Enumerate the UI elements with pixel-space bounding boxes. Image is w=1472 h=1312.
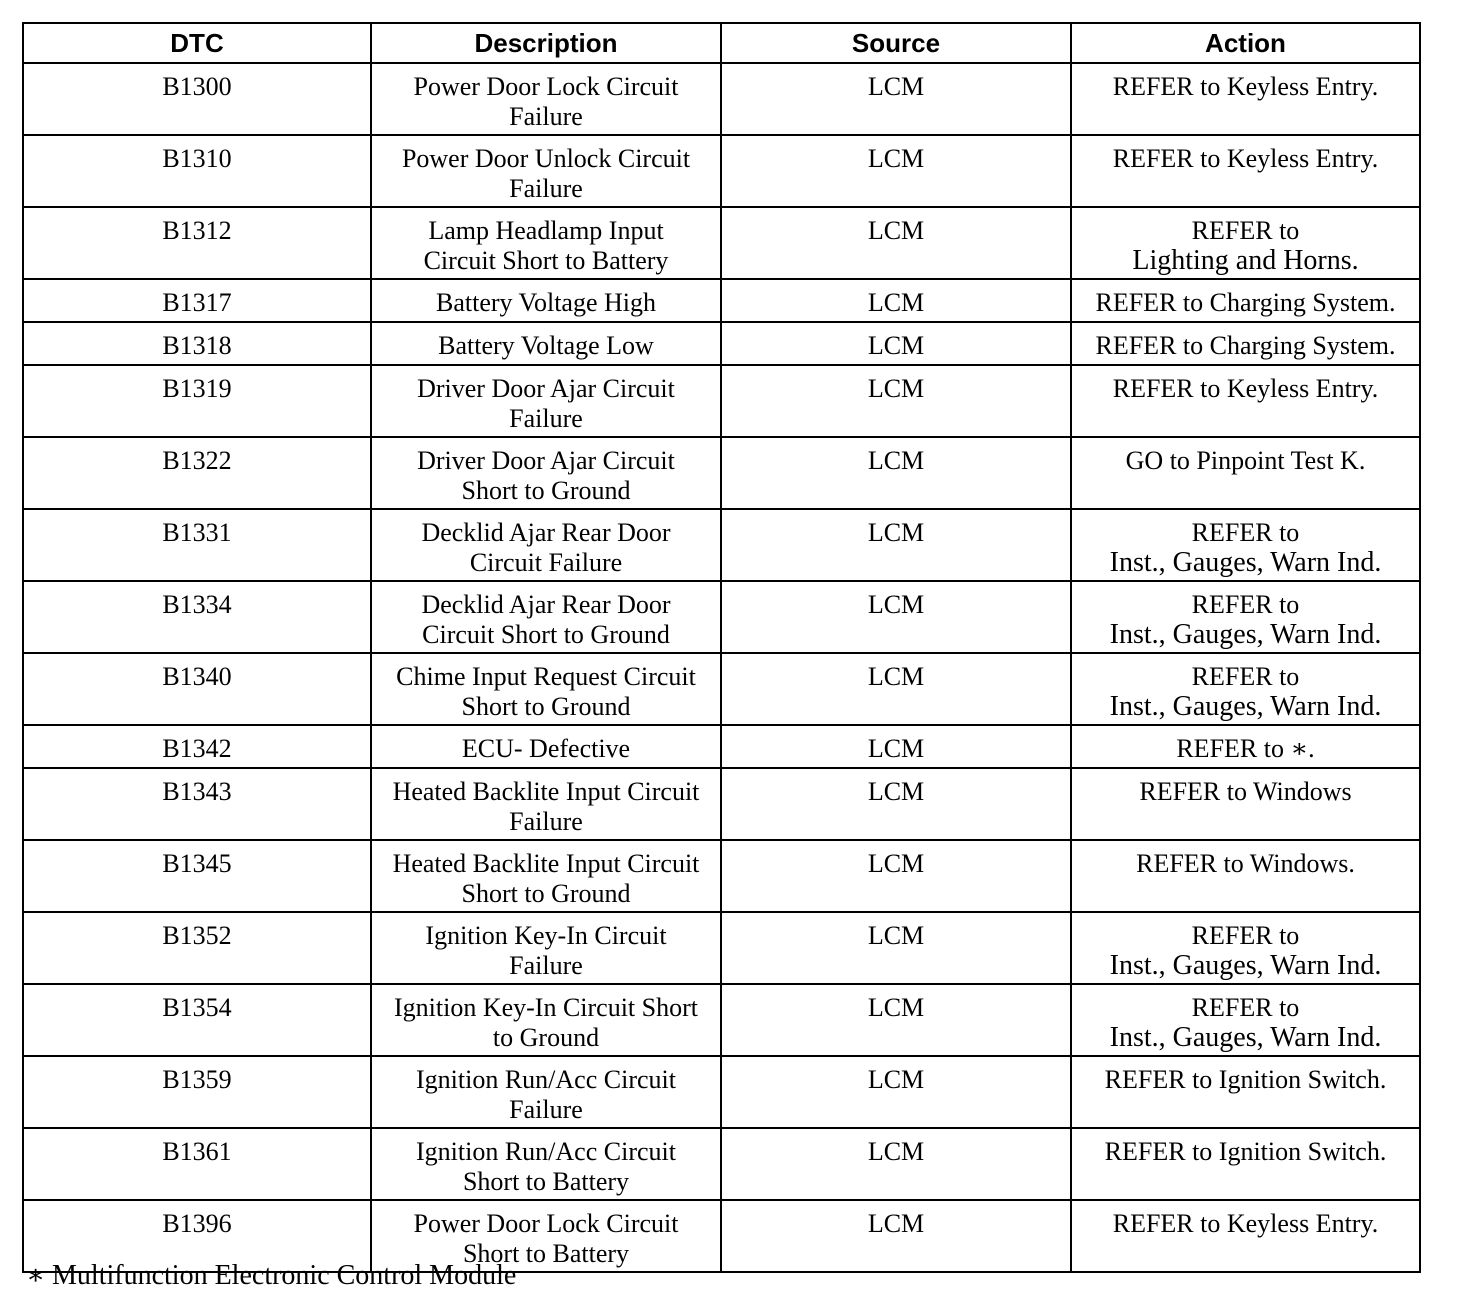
action-line: REFER to <box>1191 921 1300 950</box>
dtc-description <box>371 768 721 840</box>
dtc-description <box>371 279 721 322</box>
description-line: Lamp Headlamp Input <box>428 216 664 245</box>
dtc-source: LCM <box>721 912 1071 984</box>
action-line: REFER to <box>1191 518 1300 547</box>
action-line: REFER to Charging System. <box>1095 331 1396 360</box>
table-row <box>23 768 1420 840</box>
description-line: Short to Battery <box>462 1167 630 1196</box>
description-line: Battery Voltage High <box>435 288 656 317</box>
dtc-code: B1318 <box>23 322 371 365</box>
description-line: Driver Door Ajar Circuit <box>417 374 675 403</box>
action-line: REFER to Windows. <box>1136 849 1355 878</box>
dtc-source: LCM <box>721 509 1071 581</box>
dtc-description <box>371 322 721 365</box>
dtc-description <box>371 63 721 135</box>
description-line: Short to Ground <box>461 879 631 908</box>
table-row <box>23 1056 1420 1128</box>
table-row <box>23 912 1420 984</box>
table-row <box>23 725 1420 768</box>
dtc-code: B1352 <box>23 912 371 984</box>
table-row <box>23 653 1420 725</box>
description-line: Circuit Failure <box>469 548 623 577</box>
dtc-description <box>371 135 721 207</box>
action-line: Inst., Gauges, Warn Ind. <box>1109 619 1382 650</box>
description-line: Short to Ground <box>461 476 631 505</box>
table-header-row <box>23 23 1420 63</box>
dtc-code: B1343 <box>23 768 371 840</box>
dtc-action <box>1071 63 1420 135</box>
dtc-action <box>1071 1200 1420 1272</box>
dtc-description <box>371 581 721 653</box>
dtc-action <box>1071 768 1420 840</box>
dtc-source: LCM <box>721 207 1071 279</box>
table-row <box>23 1128 1420 1200</box>
dtc-description <box>371 207 721 279</box>
action-line: REFER to Charging System. <box>1095 288 1396 317</box>
dtc-description <box>371 984 721 1056</box>
description-line: Power Door Lock Circuit <box>413 72 679 101</box>
dtc-table <box>22 22 1421 1273</box>
dtc-code: B1319 <box>23 365 371 437</box>
dtc-action <box>1071 207 1420 279</box>
dtc-action <box>1071 135 1420 207</box>
dtc-action <box>1071 365 1420 437</box>
dtc-source: LCM <box>721 135 1071 207</box>
table-row <box>23 437 1420 509</box>
table-row <box>23 135 1420 207</box>
dtc-code: B1354 <box>23 984 371 1056</box>
dtc-description <box>371 912 721 984</box>
dtc-description <box>371 1056 721 1128</box>
description-line: Battery Voltage Low <box>438 331 654 360</box>
action-line: Inst., Gauges, Warn Ind. <box>1109 1022 1382 1053</box>
description-line: Heated Backlite Input Circuit <box>392 777 700 806</box>
header-description: Description <box>371 23 721 63</box>
description-line: Heated Backlite Input Circuit <box>392 849 700 878</box>
action-line: Lighting and Horns. <box>1132 245 1359 276</box>
action-line: GO to Pinpoint Test K. <box>1125 446 1366 475</box>
dtc-code: B1359 <box>23 1056 371 1128</box>
description-line: Power Door Lock Circuit <box>413 1209 679 1238</box>
dtc-source: LCM <box>721 581 1071 653</box>
header-dtc: DTC <box>23 23 371 63</box>
description-line: to Ground <box>492 1023 600 1052</box>
dtc-source: LCM <box>721 840 1071 912</box>
dtc-action <box>1071 509 1420 581</box>
description-line: Circuit Short to Battery <box>423 246 669 275</box>
table-row <box>23 207 1420 279</box>
dtc-code: B1334 <box>23 581 371 653</box>
dtc-action <box>1071 437 1420 509</box>
dtc-action <box>1071 840 1420 912</box>
action-line: REFER to ∗. <box>1176 734 1315 763</box>
dtc-code: B1361 <box>23 1128 371 1200</box>
description-line: Short to Battery <box>462 1239 630 1268</box>
dtc-action <box>1071 984 1420 1056</box>
dtc-code: B1396 <box>23 1200 371 1272</box>
description-line: Short to Ground <box>461 692 631 721</box>
header-source: Source <box>721 23 1071 63</box>
table-row <box>23 322 1420 365</box>
dtc-action <box>1071 725 1420 768</box>
description-line: Chime Input Request Circuit <box>396 662 696 691</box>
dtc-source: LCM <box>721 365 1071 437</box>
dtc-description <box>371 437 721 509</box>
dtc-code: B1317 <box>23 279 371 322</box>
dtc-description <box>371 1128 721 1200</box>
action-line: REFER to <box>1191 216 1300 245</box>
dtc-source: LCM <box>721 984 1071 1056</box>
dtc-description <box>371 365 721 437</box>
dtc-action <box>1071 1056 1420 1128</box>
action-line: REFER to <box>1191 590 1300 619</box>
description-line: ECU- Defective <box>461 734 631 763</box>
table-row <box>23 365 1420 437</box>
action-line: REFER to <box>1191 662 1300 691</box>
dtc-code: B1300 <box>23 63 371 135</box>
description-line: Ignition Run/Acc Circuit <box>416 1065 676 1094</box>
dtc-source: LCM <box>721 322 1071 365</box>
table-row <box>23 279 1420 322</box>
header-action: Action <box>1071 23 1420 63</box>
dtc-action <box>1071 653 1420 725</box>
dtc-source: LCM <box>721 437 1071 509</box>
footnote: ∗ Multifunction Electronic Control Module <box>26 1260 517 1291</box>
description-line: Failure <box>509 404 583 433</box>
table-row <box>23 840 1420 912</box>
dtc-action <box>1071 581 1420 653</box>
description-line: Driver Door Ajar Circuit <box>417 446 675 475</box>
action-line: Inst., Gauges, Warn Ind. <box>1109 950 1382 981</box>
description-line: Failure <box>509 1095 583 1124</box>
dtc-source: LCM <box>721 279 1071 322</box>
dtc-description <box>371 725 721 768</box>
dtc-code: B1312 <box>23 207 371 279</box>
description-line: Failure <box>509 807 583 836</box>
description-line: Ignition Key-In Circuit Short <box>393 993 698 1022</box>
description-line: Ignition Key-In Circuit <box>425 921 667 950</box>
action-line: REFER to Keyless Entry. <box>1112 72 1379 101</box>
dtc-action <box>1071 279 1420 322</box>
description-line: Power Door Unlock Circuit <box>401 144 691 173</box>
description-line: Decklid Ajar Rear Door <box>421 590 671 619</box>
action-line: Inst., Gauges, Warn Ind. <box>1109 691 1382 722</box>
dtc-action <box>1071 322 1420 365</box>
description-line: Circuit Short to Ground <box>422 620 670 649</box>
action-line: REFER to Ignition Switch. <box>1104 1137 1387 1166</box>
action-line: REFER to Ignition Switch. <box>1104 1065 1387 1094</box>
action-line: REFER to Keyless Entry. <box>1112 374 1379 403</box>
description-line: Ignition Run/Acc Circuit <box>416 1137 676 1166</box>
table-row <box>23 63 1420 135</box>
description-line: Failure <box>509 951 583 980</box>
dtc-action <box>1071 1128 1420 1200</box>
action-line: Inst., Gauges, Warn Ind. <box>1109 547 1382 578</box>
table-row <box>23 509 1420 581</box>
table-body <box>23 63 1420 1272</box>
description-line: Decklid Ajar Rear Door <box>421 518 671 547</box>
dtc-source: LCM <box>721 1056 1071 1128</box>
description-line: Failure <box>509 102 583 131</box>
dtc-source: LCM <box>721 1200 1071 1272</box>
action-line: REFER to Keyless Entry. <box>1112 144 1379 173</box>
dtc-description <box>371 653 721 725</box>
dtc-source: LCM <box>721 653 1071 725</box>
dtc-source: LCM <box>721 768 1071 840</box>
dtc-code: B1310 <box>23 135 371 207</box>
action-line: REFER to <box>1191 993 1300 1022</box>
dtc-action <box>1071 912 1420 984</box>
dtc-code: B1322 <box>23 437 371 509</box>
dtc-code: B1331 <box>23 509 371 581</box>
action-line: REFER to Windows <box>1139 777 1352 806</box>
table-row <box>23 581 1420 653</box>
dtc-code: B1340 <box>23 653 371 725</box>
dtc-source: LCM <box>721 1128 1071 1200</box>
dtc-source: LCM <box>721 725 1071 768</box>
table-row <box>23 984 1420 1056</box>
description-line: Failure <box>509 174 583 203</box>
dtc-source: LCM <box>721 63 1071 135</box>
dtc-description <box>371 840 721 912</box>
dtc-code: B1345 <box>23 840 371 912</box>
dtc-code: B1342 <box>23 725 371 768</box>
action-line: REFER to Keyless Entry. <box>1112 1209 1379 1238</box>
dtc-description <box>371 509 721 581</box>
